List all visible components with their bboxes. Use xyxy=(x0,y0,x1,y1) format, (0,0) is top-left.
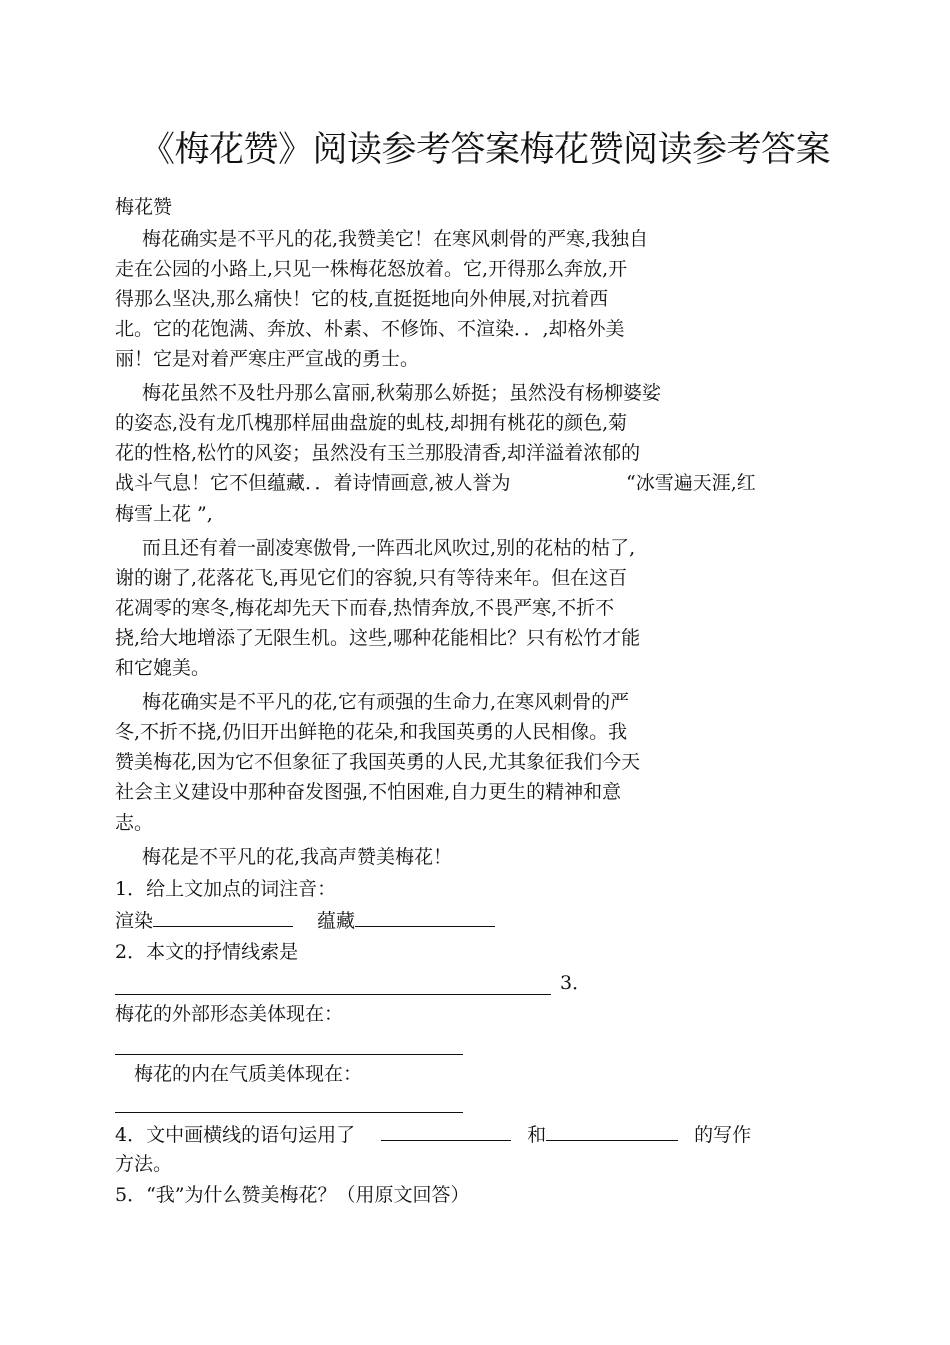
word-label: 渲染 xyxy=(115,910,154,932)
question-4-end: 方法。 xyxy=(115,1153,173,1175)
answer-blank[interactable] xyxy=(115,994,551,995)
question-5: 5．“我”为什么赞美梅花？（用原文回答） xyxy=(115,1184,470,1206)
paragraph-line: 志。 xyxy=(115,812,154,834)
paragraph-line: 社会主义建设中那种奋发图强,不怕困难,自力更生的精神和意 xyxy=(115,781,622,803)
question-3b: 梅花的内在气质美体现在： xyxy=(134,1063,363,1085)
answer-blank[interactable] xyxy=(153,908,293,927)
answer-blank[interactable] xyxy=(115,1112,463,1113)
paragraph-line: 丽！它是对着严寒庄严宣战的勇士。 xyxy=(115,348,420,370)
quote-text: “冰雪遍天涯,红 xyxy=(626,472,756,494)
paragraph-line: 梅雪上花 ”, xyxy=(115,503,213,525)
paragraph-line: 挠,给大地增添了无限生机。这些,哪种花能相比？只有松竹才能 xyxy=(115,627,641,649)
paragraph-line: 花凋零的寒冬,梅花却先天下而春,热情奔放,不畏严寒,不折不 xyxy=(115,597,615,619)
answer-blank[interactable] xyxy=(115,1054,463,1055)
paragraph-line: 谢的谢了,花落花飞,再见它们的容貌,只有等待来年。但在这百 xyxy=(115,567,628,589)
question-3a: 梅花的外部形态美体现在： xyxy=(115,1003,344,1025)
paragraph-line: 和它媲美。 xyxy=(115,657,211,679)
question-1: 1．给上文加点的词注音： xyxy=(115,878,337,900)
paragraph-line: 赞美梅花,因为它不但象征了我国英勇的人民,尤其象征我们今天 xyxy=(115,751,641,773)
paragraph-line: 梅花确实是不平凡的花,它有顽强的生命力,在寒风刺骨的严 xyxy=(142,691,630,713)
paragraph-line: 而且还有着一副凌寒傲骨,一阵西北风吹过,别的花枯的枯了, xyxy=(142,537,636,559)
paragraph-line: 走在公园的小路上,只见一株梅花怒放着。它,开得那么奔放,开 xyxy=(115,258,628,280)
poem-title: 梅花赞 xyxy=(115,196,173,218)
paragraph-line: 战斗气息！它不但蕴藏．．着诗情画意,被人誉为 xyxy=(115,472,511,494)
paragraph-line: 梅花是不平凡的花,我高声赞美梅花！ xyxy=(142,846,453,868)
paragraph-line: 梅花确实是不平凡的花,我赞美它！在寒风刺骨的严寒,我独自 xyxy=(142,228,649,250)
question-3-number: 3． xyxy=(560,972,592,994)
question-2: 2．本文的抒情线索是 xyxy=(115,941,299,963)
paragraph-line: 得那么坚决,那么痛快！它的枝,直挺挺地向外伸展,对抗着西 xyxy=(115,288,609,310)
paragraph-line: 花的性格,松竹的风姿；虽然没有玉兰那股清香,却洋溢着浓郁的 xyxy=(115,442,641,464)
answer-blank[interactable] xyxy=(546,1122,678,1141)
word-label: 蕴藏 xyxy=(317,910,356,932)
question-1-answers xyxy=(115,908,495,933)
answer-blank[interactable] xyxy=(381,1122,511,1141)
paragraph-line: 冬,不折不挠,仍旧开出鲜艳的花朵,和我国英勇的人民相像。我 xyxy=(115,721,628,743)
paragraph-line: 的姿态,没有龙爪槐那样屈曲盘旋的虬枝,却拥有桃花的颜色,菊 xyxy=(115,412,628,434)
answer-blank[interactable] xyxy=(355,908,495,927)
paragraph-line: 北。它的花饱满、奔放、朴素、不修饰、不渲染．．,却格外美 xyxy=(115,318,625,340)
paragraph-line: 梅花虽然不及牡丹那么富丽,秋菊那么娇挺；虽然没有杨柳婆娑 xyxy=(142,382,662,404)
question-4: 4．文中画横线的语句运用了 和 的写作 xyxy=(115,1124,752,1146)
document-title: 《梅花赞》阅读参考答案梅花赞阅读参考答案 xyxy=(140,130,831,170)
